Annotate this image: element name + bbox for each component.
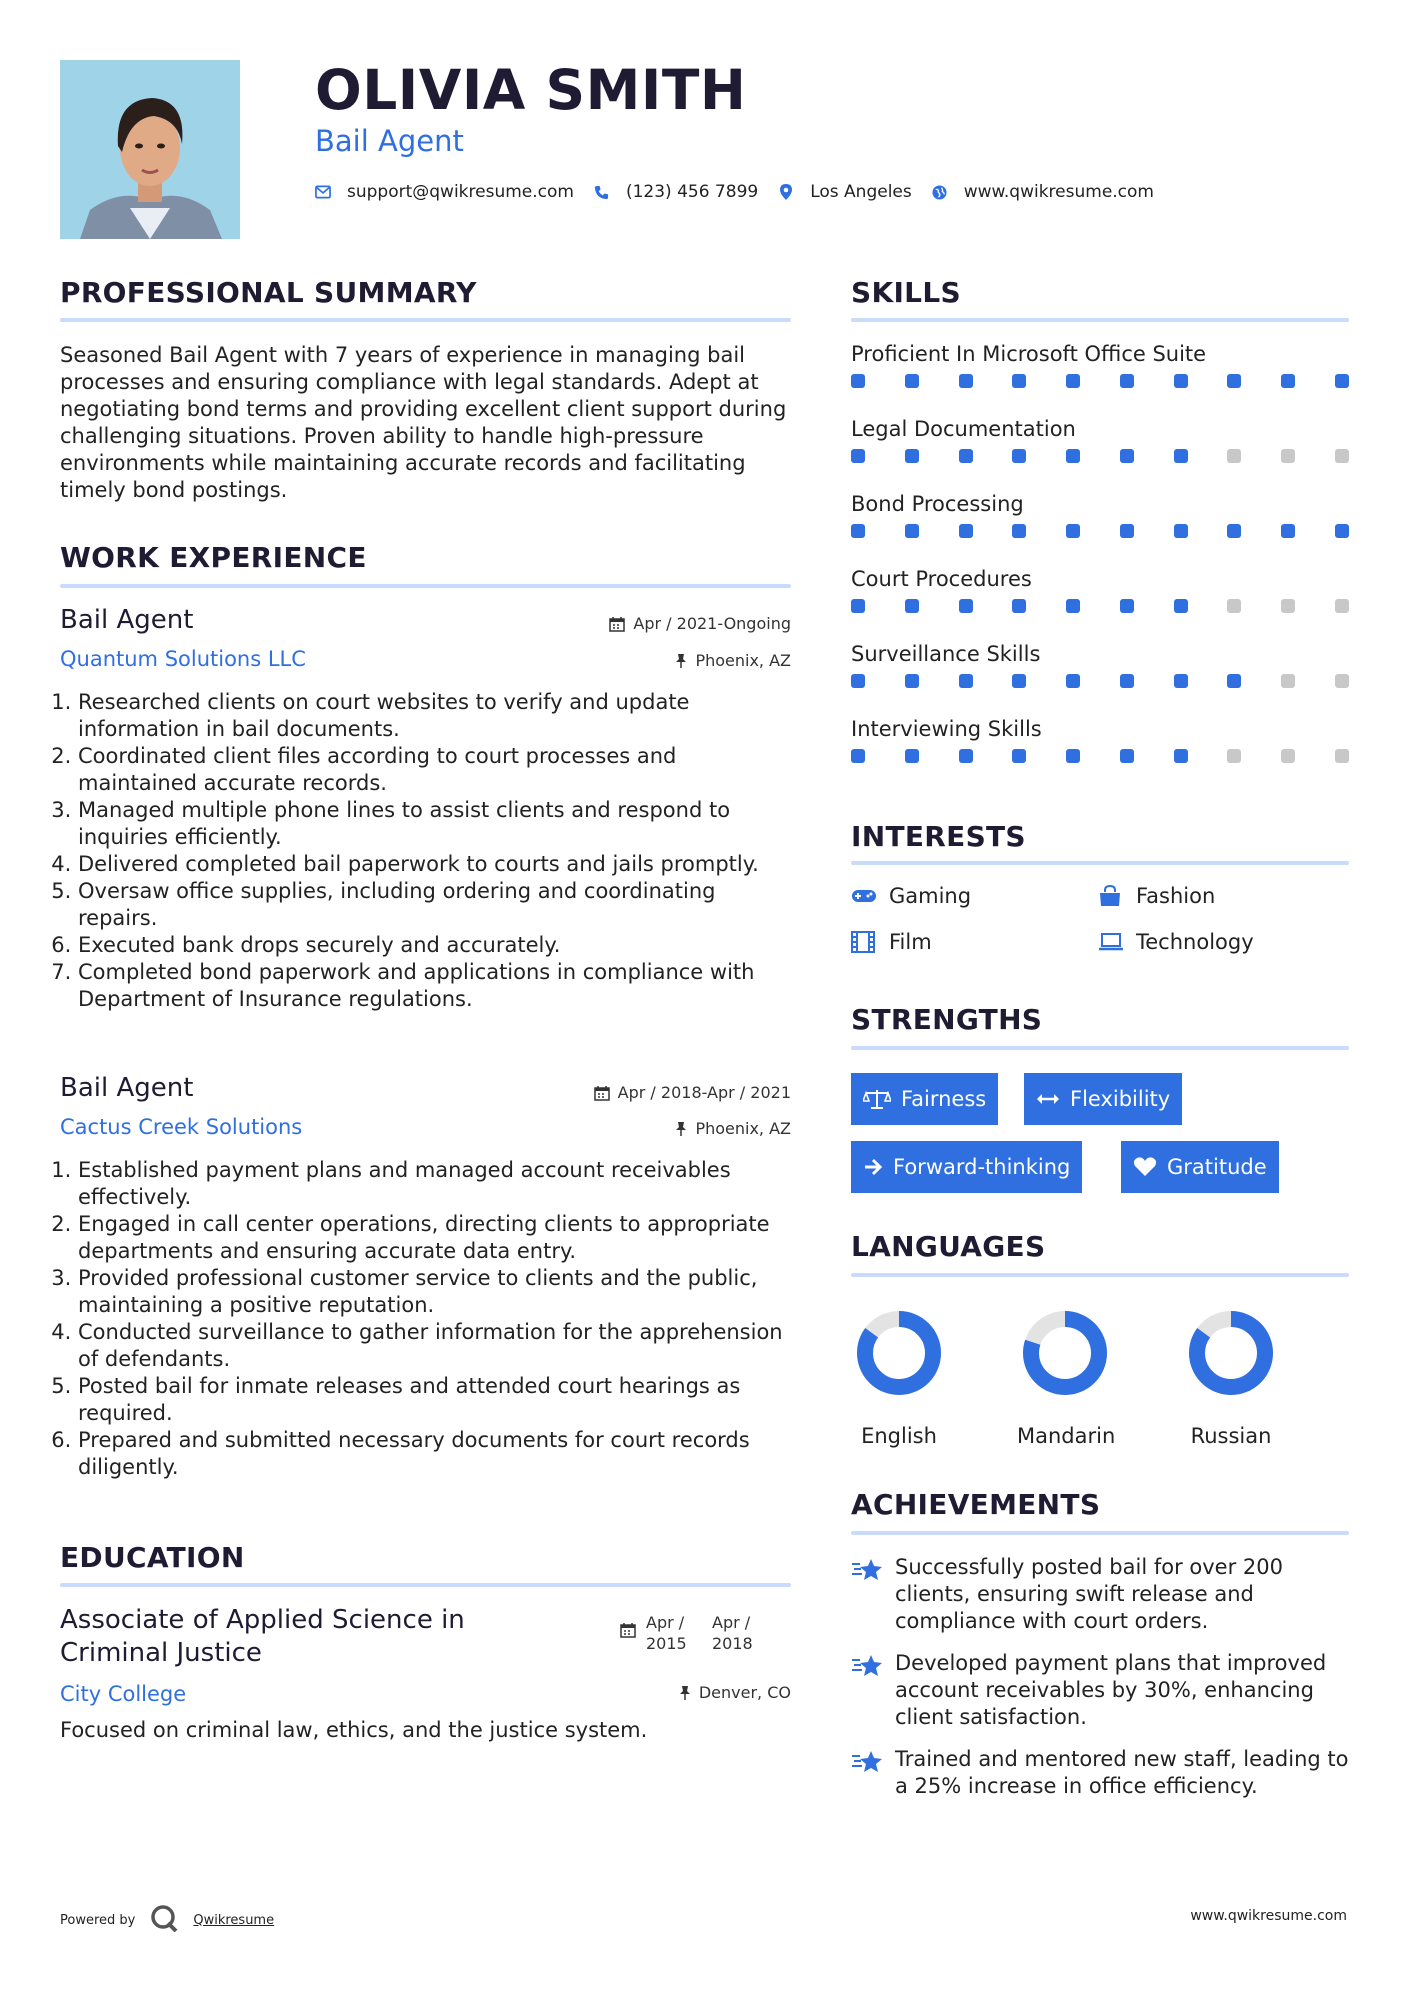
education-description: Focused on criminal law, ethics, and the justice system. <box>60 1718 648 1742</box>
skill-rating <box>851 449 1349 463</box>
balance-scale-icon <box>863 1088 891 1110</box>
achievement-item <box>851 1554 1349 1635</box>
language-name: Mandarin <box>1017 1424 1116 1448</box>
skill-rating-dot <box>1012 449 1026 463</box>
calendar-icon <box>620 1622 636 1638</box>
shopping-bag-icon <box>1098 884 1126 908</box>
job-location-text: Phoenix, AZ <box>695 1119 791 1138</box>
job-bullet: 2. Engaged in call center operations, directing clients to appropriate departments and ensuring accurate data entry. <box>78 1211 795 1265</box>
skill-rating-dot <box>851 524 865 538</box>
skill-rating-dot <box>1174 749 1188 763</box>
job-dates-text: Apr / 2021-Ongoing <box>633 614 791 633</box>
skill-rating-dot <box>905 449 919 463</box>
skill-rating-dot <box>1066 674 1080 688</box>
skill-rating-dot <box>1281 599 1295 613</box>
skill-rating-dot <box>851 599 865 613</box>
skill-item <box>851 567 1349 642</box>
skill-rating-dot <box>1174 599 1188 613</box>
skill-name: Surveillance Skills <box>851 642 1041 666</box>
contact-location: Los Angeles <box>810 182 912 202</box>
interests-divider <box>851 861 1349 865</box>
skill-rating-dot <box>851 674 865 688</box>
language-name: Russian <box>1190 1424 1272 1448</box>
education-location-text: Denver, CO <box>698 1683 791 1702</box>
job-bullet: 1. Researched clients on court websites to verify and update information in bail documents. <box>78 689 795 743</box>
education-dates <box>620 1612 764 1654</box>
school-name: City College <box>60 1682 187 1706</box>
language-item <box>851 1305 947 1448</box>
skill-rating-dot <box>1174 524 1188 538</box>
footer-powered <box>60 1904 274 1936</box>
achievements-list <box>851 1554 1349 1800</box>
achievement-item <box>851 1650 1349 1731</box>
skill-rating <box>851 674 1349 688</box>
skill-rating-dot <box>851 374 865 388</box>
strength-label: Forward-thinking <box>893 1155 1071 1179</box>
language-item <box>1017 1305 1116 1448</box>
skill-rating-dot <box>905 599 919 613</box>
skill-rating-dot <box>1174 674 1188 688</box>
strength-badge <box>1121 1141 1279 1193</box>
job-location <box>675 651 791 670</box>
skill-rating-dot <box>1227 674 1241 688</box>
skill-name: Proficient In Microsoft Office Suite <box>851 342 1207 366</box>
achievements-divider <box>851 1531 1349 1535</box>
job-bullet: 3. Managed multiple phone lines to assist clients and respond to inquiries efficiently. <box>78 797 795 851</box>
skill-rating-dot <box>959 374 973 388</box>
skill-rating-dot <box>959 749 973 763</box>
strength-badge <box>851 1141 1082 1193</box>
job-bullet: 5. Oversaw office supplies, including ordering and coordinating repairs. <box>78 878 795 932</box>
achievements-heading: ACHIEVEMENTS <box>851 1488 1101 1521</box>
skill-rating-dot <box>905 524 919 538</box>
powered-by-label: Powered by <box>60 1912 136 1928</box>
skill-rating-dot <box>1012 374 1026 388</box>
footer-brand-link[interactable]: Qwikresume <box>193 1912 275 1928</box>
skill-name: Bond Processing <box>851 492 1024 516</box>
phone-icon <box>594 184 610 200</box>
summary-divider <box>60 318 791 322</box>
job-title: Bail Agent <box>60 605 194 635</box>
skill-item <box>851 417 1349 492</box>
pushpin-icon <box>675 1121 687 1137</box>
education-end: Apr / 2018 <box>712 1613 753 1653</box>
skill-rating-dot <box>1120 749 1134 763</box>
gamepad-icon <box>851 884 879 908</box>
language-proficiency-ring <box>1017 1305 1113 1401</box>
candidate-name: OLIVIA SMITH <box>315 58 747 122</box>
skill-rating-dot <box>1335 374 1349 388</box>
languages-divider <box>851 1273 1349 1277</box>
interest-gaming <box>851 884 971 908</box>
degree-title: Associate of Applied Science in Criminal Justice <box>60 1605 465 1668</box>
interest-fashion <box>1098 884 1215 908</box>
skill-rating-dot <box>1335 599 1349 613</box>
skill-rating-dot <box>1120 374 1134 388</box>
job-dates <box>609 614 791 633</box>
skill-rating-dot <box>1335 524 1349 538</box>
skill-name: Interviewing Skills <box>851 717 1042 741</box>
profile-photo <box>60 60 240 239</box>
pushpin-icon <box>675 653 687 669</box>
footer-website[interactable]: www.qwikresume.com <box>1190 1908 1347 1924</box>
film-icon <box>851 930 879 954</box>
interest-technology <box>1098 930 1254 954</box>
job-bullet: 6. Prepared and submitted necessary documents for court records diligently. <box>78 1427 795 1481</box>
language-name: English <box>861 1424 937 1448</box>
star-icon <box>851 1650 895 1731</box>
skill-rating-dot <box>1120 524 1134 538</box>
skill-rating-dot <box>1120 449 1134 463</box>
experience-heading: WORK EXPERIENCE <box>60 541 367 574</box>
skills-divider <box>851 318 1349 322</box>
job-bullet: 6. Executed bank drops securely and accurately. <box>78 932 795 959</box>
job-bullet: 2. Coordinated client files according to court processes and maintained accurate records. <box>78 743 795 797</box>
education-start: Apr / 2015 <box>646 1613 687 1653</box>
skill-rating-dot <box>1281 674 1295 688</box>
skills-heading: SKILLS <box>851 276 961 309</box>
skill-rating-dot <box>851 749 865 763</box>
skill-rating-dot <box>1066 374 1080 388</box>
calendar-icon <box>609 616 625 632</box>
interest-film <box>851 930 932 954</box>
language-proficiency-ring <box>1183 1305 1279 1401</box>
skill-item <box>851 492 1349 567</box>
skill-rating-dot <box>1227 374 1241 388</box>
strengths-divider <box>851 1046 1349 1050</box>
strength-label: Gratitude <box>1167 1155 1267 1179</box>
job-company: Cactus Creek Solutions <box>60 1115 303 1139</box>
education-location <box>679 1683 791 1702</box>
skill-name: Legal Documentation <box>851 417 1076 441</box>
job-bullet: 4. Conducted surveillance to gather information for the apprehension of defendants. <box>78 1319 795 1373</box>
strength-badge <box>1024 1073 1182 1125</box>
job-bullet: 3. Provided professional customer service to clients and the public, maintaining a positive reputation. <box>78 1265 795 1319</box>
arrows-horizontal-icon <box>1036 1092 1060 1106</box>
job-bullets <box>60 1157 795 1481</box>
education-divider <box>60 1583 791 1587</box>
skill-rating-dot <box>1227 599 1241 613</box>
contact-bar <box>315 180 1174 204</box>
skill-rating-dot <box>1281 374 1295 388</box>
strength-label: Flexibility <box>1070 1087 1171 1111</box>
skill-rating-dot <box>1012 524 1026 538</box>
skill-rating-dot <box>1174 374 1188 388</box>
language-item <box>1183 1305 1279 1448</box>
star-icon <box>851 1746 895 1800</box>
skill-item <box>851 342 1349 417</box>
skill-rating-dot <box>1066 449 1080 463</box>
job-bullet: 5. Posted bail for inmate releases and attended court hearings as required. <box>78 1373 795 1427</box>
achievement-text: Developed payment plans that improved account receivables by 30%, enhancing client satisfaction. <box>895 1651 1327 1729</box>
strength-label: Fairness <box>901 1087 987 1111</box>
email-icon <box>315 184 331 200</box>
skill-rating-dot <box>1281 749 1295 763</box>
achievement-item <box>851 1746 1349 1800</box>
job-title: Bail Agent <box>60 1073 194 1103</box>
language-proficiency-ring <box>851 1305 947 1401</box>
candidate-title: Bail Agent <box>315 124 464 158</box>
skill-item <box>851 642 1349 717</box>
skill-rating-dot <box>1012 599 1026 613</box>
job-dates-text: Apr / 2018-Apr / 2021 <box>617 1083 791 1102</box>
job-bullet: 7. Completed bond paperwork and applications in compliance with Department of Insurance regulations. <box>78 959 795 1013</box>
skill-rating-dot <box>1012 749 1026 763</box>
pushpin-icon <box>679 1685 691 1701</box>
interest-label: Technology <box>1136 930 1254 954</box>
languages-heading: LANGUAGES <box>851 1230 1046 1263</box>
interest-label: Gaming <box>889 884 972 908</box>
skill-rating-dot <box>1066 749 1080 763</box>
skill-rating-dot <box>959 674 973 688</box>
skill-rating-dot <box>1012 674 1026 688</box>
contact-email[interactable]: support@qwikresume.com <box>347 182 574 202</box>
skill-rating-dot <box>1335 674 1349 688</box>
skill-rating-dot <box>905 749 919 763</box>
languages-list <box>851 1305 1349 1448</box>
strength-badge <box>851 1073 998 1125</box>
interest-label: Film <box>889 930 932 954</box>
skill-rating-dot <box>1335 749 1349 763</box>
job-bullet: 1. Established payment plans and managed account receivables effectively. <box>78 1157 795 1211</box>
achievement-text: Trained and mentored new staff, leading to a 25% increase in office efficiency. <box>895 1747 1349 1798</box>
job-dates <box>594 1083 791 1102</box>
job-bullet: 4. Delivered completed bail paperwork to courts and jails promptly. <box>78 851 795 878</box>
globe-icon <box>932 184 948 200</box>
map-marker-icon <box>778 184 794 200</box>
calendar-icon <box>594 1085 610 1101</box>
skill-rating-dot <box>905 374 919 388</box>
skills-list <box>851 342 1349 792</box>
summary-text: Seasoned Bail Agent with 7 years of experience in managing bail processes and ensuring compliance with legal standards. Adept at negotiating bond terms and providing excellent client support during challenging situations. Proven ability to handle high-pressure environments while maintaining accurate records and facilitating timely bond postings. <box>60 343 787 502</box>
strengths-heading: STRENGTHS <box>851 1003 1043 1036</box>
skill-rating <box>851 374 1349 388</box>
education-heading: EDUCATION <box>60 1541 245 1574</box>
skill-rating-dot <box>1227 449 1241 463</box>
skill-rating-dot <box>959 524 973 538</box>
skill-rating-dot <box>959 599 973 613</box>
skill-name: Court Procedures <box>851 567 1032 591</box>
contact-website[interactable]: www.qwikresume.com <box>963 182 1154 202</box>
summary-heading: PROFESSIONAL SUMMARY <box>60 276 477 309</box>
skill-rating-dot <box>1281 524 1295 538</box>
star-icon <box>851 1554 895 1635</box>
skill-rating <box>851 524 1349 538</box>
interest-label: Fashion <box>1136 884 1216 908</box>
job-company: Quantum Solutions LLC <box>60 647 306 671</box>
skill-rating-dot <box>1066 524 1080 538</box>
qwikresume-logo-icon <box>149 1904 179 1936</box>
experience-divider <box>60 584 791 588</box>
skill-rating-dot <box>905 674 919 688</box>
skill-rating-dot <box>1066 599 1080 613</box>
skill-rating <box>851 599 1349 613</box>
skill-rating-dot <box>1335 449 1349 463</box>
skill-rating-dot <box>1174 449 1188 463</box>
interests-heading: INTERESTS <box>851 820 1026 853</box>
skill-rating-dot <box>1227 524 1241 538</box>
skill-rating-dot <box>959 449 973 463</box>
achievement-text: Successfully posted bail for over 200 clients, ensuring swift release and compliance with court orders. <box>895 1555 1283 1633</box>
skill-rating-dot <box>1227 749 1241 763</box>
contact-phone[interactable]: (123) 456 7899 <box>625 182 759 202</box>
laptop-icon <box>1098 930 1126 954</box>
skill-rating-dot <box>1281 449 1295 463</box>
skill-rating-dot <box>1120 599 1134 613</box>
skill-rating <box>851 749 1349 763</box>
skill-rating-dot <box>851 449 865 463</box>
skill-item <box>851 717 1349 792</box>
job-bullets <box>60 689 795 1013</box>
heart-icon <box>1133 1157 1157 1177</box>
job-location <box>675 1119 791 1138</box>
job-location-text: Phoenix, AZ <box>695 651 791 670</box>
arrow-right-icon <box>863 1158 883 1176</box>
skill-rating-dot <box>1120 674 1134 688</box>
